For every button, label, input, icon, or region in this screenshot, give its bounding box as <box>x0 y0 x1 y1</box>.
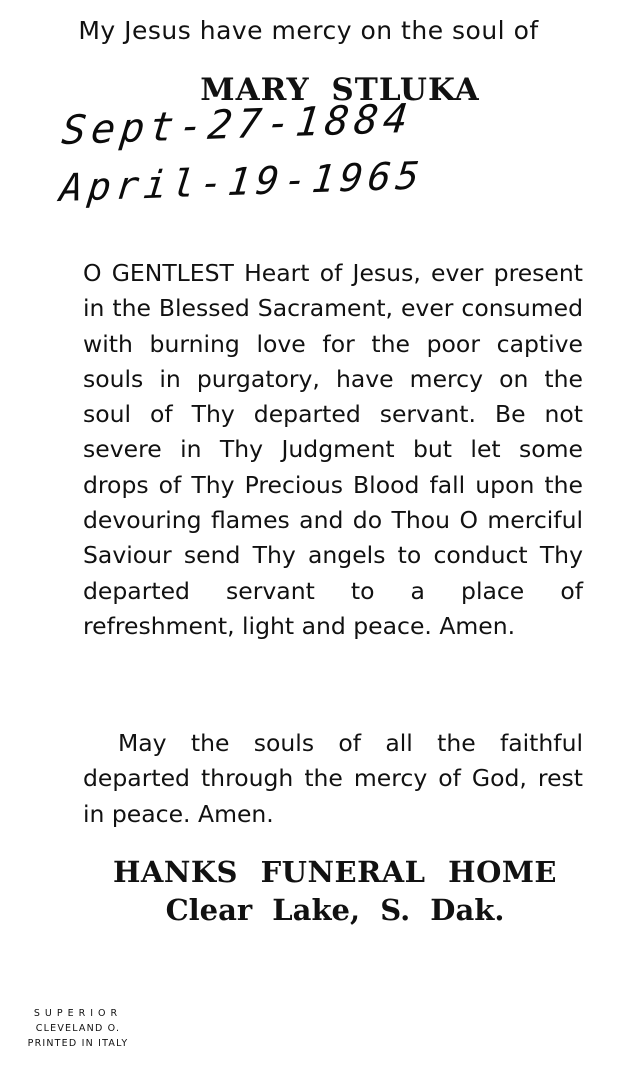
printer-name: SUPERIOR <box>33 1008 123 1019</box>
handwritten-death-date: April-19-1965 <box>57 153 427 210</box>
printer-city: CLEVELAND O. <box>35 1023 121 1034</box>
funeral-home-name: HANKS FUNERAL HOME <box>112 855 558 889</box>
deceased-name: MARY STLUKA <box>200 72 480 108</box>
funeral-home-location: Clear Lake, S. Dak. <box>165 893 505 927</box>
handwritten-birth-date: Sept-27-1884 <box>59 95 415 154</box>
printer-imprint <box>8 1006 148 1051</box>
card-header: My Jesus have mercy on the soul of <box>78 16 539 45</box>
prayer-text: O GENTLEST Heart of Jesus, ever present in the Blessed Sacrament, ever consumed with burning love for the poor captive souls in purgatory, have mercy on the soul of Thy departed servant. Be not severe in Thy Judgment but let some drops of Thy Precious Blood fall upon the devouring flames and do Thou O merciful Saviour send Thy angels to conduct Thy departed servant to a place of refreshment, light and peace. Amen. <box>83 259 583 640</box>
closing-prayer-text: May the souls of all the faithful departed through the mercy of God, rest in peace. Amen. <box>83 729 583 828</box>
printer-origin: PRINTED IN ITALY <box>27 1038 129 1049</box>
